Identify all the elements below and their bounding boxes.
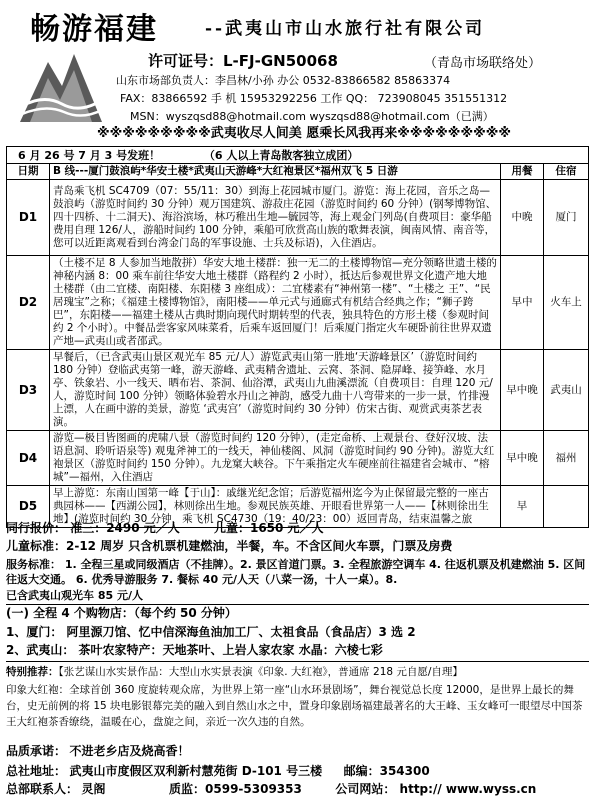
day-label: D1 bbox=[7, 180, 50, 256]
special-description: 印象大红袍：全球首创 360 度旋转观众席，为世界上第一座“山水环景剧场”，舞台视觉总长度 12000，是世界上最长的舞台，史无前例的将 15 块电影银幕完美的融入到自然山水之中，置身印象剧场福建最著名的大王峰、玉女峰可一眼望尽中国茶王大红袍茶香缭绕，温暖在心，盘旋之间，亲近一次久违的自然。 bbox=[6, 684, 583, 728]
route-name: B 线---厦门鼓浪屿*华安土楼*武夷山天游峰*大红袍景区*福州双飞 5 日游 bbox=[50, 164, 501, 180]
manager: 灵阁 bbox=[81, 782, 106, 796]
day-meal: 中晚 bbox=[501, 180, 544, 256]
liaison-office: （青岛市场联络处） bbox=[424, 56, 542, 71]
promise-text: 不进老乡店及烧高香！ bbox=[69, 744, 190, 758]
divider bbox=[6, 604, 589, 605]
address-label: 总社地址： bbox=[6, 764, 67, 778]
mountain-logo-icon bbox=[18, 48, 104, 124]
special-label: 特别推荐： bbox=[6, 666, 59, 678]
day-meal: 早中 bbox=[501, 256, 544, 350]
col-stay: 住宿 bbox=[544, 164, 589, 180]
day-description: （土楼不足 8 人参加当地散拼）华安大地土楼群：独一无二的土楼博物馆—充分领略世遗土楼的神秘内涵 8：00 乘车前往华安大地土楼群（路程约 2 小时），抵达后参观世界文化遗产地大地土楼群（由二宜楼、南阳楼、东阳楼 3 座组成）：二宜楼素有“神州第一楼”、“土楼之 王”、“民居瑰宝”之称；《福建土楼博物馆》，南阳楼——单元式与通廊式有机结合经典之作；“狮子跨巴”，东阳楼——福建土楼从古典时期向现代时期转型的代表，独具特色的方形土楼（参观时间约 2 个小时）。中餐品尝客家风味菜肴，后乘车返回厦门！后乘厦门指定火车硬卧前往世界双遗产地—武夷山或者邵武。 bbox=[50, 256, 501, 350]
quality-phone: 质监：0599-5309353 bbox=[169, 782, 302, 796]
day-meal: 早中晚 bbox=[501, 350, 544, 431]
website: 公司网站： http:// www.wyss.cn bbox=[335, 782, 537, 796]
day-meal: 早中晚 bbox=[501, 431, 544, 486]
day-meal: 早 bbox=[501, 486, 544, 528]
day-label: D4 bbox=[7, 431, 50, 486]
shopping-wuyishan: 2、武夷山： 茶叶农家特产：天地茶叶、上岩人家农家 水晶：六棱七彩 bbox=[6, 643, 383, 657]
itinerary-table bbox=[6, 146, 589, 528]
group-note: （6 人以上青岛散客独立成团） bbox=[203, 148, 359, 162]
license-number: 许可证号：L-FJ-GN50068 bbox=[148, 52, 338, 70]
agency-name: --武夷山市山水旅行社有限公司 bbox=[205, 19, 486, 39]
day-row bbox=[7, 350, 589, 431]
day-row bbox=[7, 256, 589, 350]
itinerary-header-row bbox=[7, 164, 589, 180]
col-date: 日期 bbox=[7, 164, 50, 180]
day-description: 游览—极目皆图画的虎啸八景（游览时间约 120 分钟），(走定命桥、上观景台、登好汉坡、法语息洞、聆听语泉等) 观鬼斧神工的一线天，神仙楼阁、风洞（游览时间约 90 分钟)。游览大红袍景区（游览时间约 150 分钟）。九龙窠大峡谷。下午乘指定火车硬座前往福建省会城市、“榕城”—福州，入住酒店 bbox=[50, 431, 501, 486]
divider bbox=[6, 661, 589, 662]
day-stay: 火车上 bbox=[544, 256, 589, 350]
day-row bbox=[7, 180, 589, 256]
manager-label: 总部联系人： bbox=[6, 782, 79, 796]
day-description: 早餐后，（已含武夷山景区观光车 85 元/人）游览武夷山第一胜地‘天游峰景区’（游览时间约 180 分钟）登临武夷第一峰，游天游峰、武夷精舍遗址、云窝、茶洞、隐屏峰、接笋峰、水月亭、铁象岩、小一线天、晒布岩、茶洞、仙浴潭，武夷山九曲溪漂流（自费项目：自理 120 元/人，游览时间 100 分钟）领略体验碧水丹山之神韵，感受九曲十八弯带来的一步一景，竹排漫上漂，人在画中游的美景，游览 ‘武夷宫’（游览时间约 30 分钟）仿宋古街、观赏武夷茶艺表演。 bbox=[50, 350, 501, 431]
brand-title: 畅游福建 bbox=[30, 12, 158, 47]
shopping-header: (一) 全程 4 个购物店：（每个约 50 分钟） bbox=[6, 606, 237, 620]
shopping-xiamen: 1、厦门： 阿里源刀馆、忆中信深海鱼油加工厂、太祖食品（食品店）3 选 2 bbox=[6, 625, 416, 639]
departure-dates: 6 月 26 号 7 月 3 号发班！ bbox=[18, 148, 161, 162]
day-label: D2 bbox=[7, 256, 50, 350]
child-price: 儿童：1650 元／人 bbox=[213, 521, 324, 535]
contact-line-fax: FAX：83866592 手 机 15953292256 工作 QQ： 723908045 351551312 bbox=[120, 92, 508, 105]
day-description: 青岛乘飞机 SC4709（07：55/11：30）到海上花园城市厦门。游览：海上花园，音乐之岛—鼓浪屿（游览时间约 30 分钟）观万国建筑、游菽庄花园（游览时间约 60 分钟）(钢琴博物馆、四十四桥、十二洞天)、海浴滨场，林巧稚出生地—毓园等，海上观金门列岛(自费项目：豪华船费用自理 126/人，游船时间约 100 分钟，乘船可欣赏高山族的歌舞表演，闽南风情、南音等，您可以近距离观看到台湾金门岛的军事设施、士兵及标语)，入住酒店。 bbox=[50, 180, 501, 256]
special-show: 【张艺谋山水实景作品：大型山水实景表演《印象. 大红袍》，普通席 218 元自愿/自理】 bbox=[58, 666, 463, 678]
service-standard: 服务标准： 1. 全程三星或同级酒店（不挂牌）。2. 景区首道门票。3. 全程旅游空调车 4. 往返机票及机建燃油 5. 区间往返大交通。 6. 优秀导游服务 7. 餐标 40 元/人天（八菜一汤，十人一桌）。8. bbox=[6, 558, 586, 586]
day-stay: 福州 bbox=[544, 431, 589, 486]
itinerary-title-row bbox=[7, 147, 589, 164]
promise-label: 品质承诺： bbox=[6, 744, 67, 758]
day-stay bbox=[544, 486, 589, 528]
adult-price: 准三：2490 元／人 bbox=[70, 521, 180, 535]
day-label: D5 bbox=[7, 486, 50, 528]
address: 武夷山市度假区双利新村慧苑街 D-101 号三楼 bbox=[69, 764, 323, 778]
service-standard-extra: 已含武夷山观光车 85 元/人 bbox=[6, 589, 143, 602]
day-label: D3 bbox=[7, 350, 50, 431]
col-meal: 用餐 bbox=[501, 164, 544, 180]
slogan: ※※※※※※※※※武夷收尽人间美 愿乘长风我再来※※※※※※※※※ bbox=[96, 126, 511, 141]
contact-line-manager: 山东市场部负责人：李昌林/小孙 办公 0532-83866582 85863374 bbox=[116, 74, 451, 87]
child-standard: 儿童标准：2-12 周岁 只含机票机建燃油，半餐，车。不含区间火车票，门票及房费 bbox=[6, 539, 453, 553]
day-stay: 厦门 bbox=[544, 180, 589, 256]
pricing-label: 同行报价： bbox=[6, 521, 67, 535]
postcode: 邮编：354300 bbox=[343, 764, 430, 778]
day-description: 早上游览：东南山国第一峰【于山】：戚继光纪念馆；后游览福州迄今为止保留最完整的一座古典园林——【西湖公园】，林则徐出生地。参观民族英雄、开眼看世界第一人——【林则徐出生地】(游览时间约 30 分钟，乘飞机 SC4730（19：40/23：00）返回青岛，结束温馨之旅 bbox=[50, 486, 501, 528]
day-stay: 武夷山 bbox=[544, 350, 589, 431]
day-row bbox=[7, 431, 589, 486]
contact-line-msn: MSN：wyszqsd88@hotmail.com wyszqsd88@hotmail.com（已满） bbox=[130, 110, 494, 123]
